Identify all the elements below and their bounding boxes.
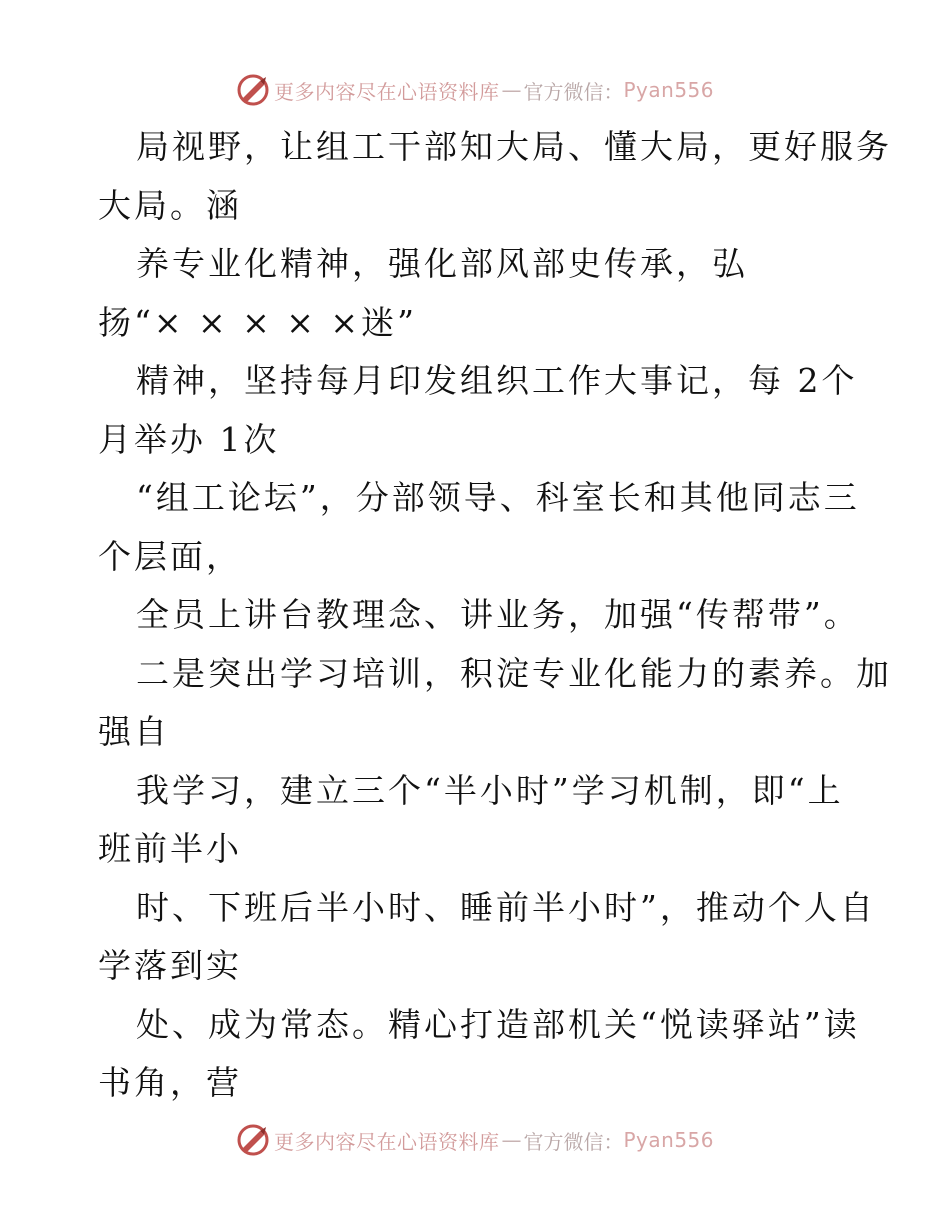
text-line: 二是突出学习培训，积淀专业化能力的素养。加 — [136, 653, 892, 693]
text-line: 大局。涵 — [98, 185, 242, 225]
watermark-wechat-id: Pyan556 — [623, 78, 714, 102]
text-line: 个层面， — [98, 536, 242, 576]
watermark-site-text: 更多内容尽在心语资料库 — [273, 1129, 500, 1154]
text-line: 处、成为常态。精心打造部机关“悦读驿站”读 — [136, 1004, 860, 1044]
header-watermark — [0, 70, 950, 110]
text-line: 局视野，让组工干部知大局、懂大局，更好服务 — [136, 127, 892, 166]
document-body — [98, 118, 892, 1113]
watermark-separator: — — [501, 78, 522, 102]
text-line: 强自 — [98, 712, 170, 751]
text-line: 时、下班后半小时、睡前半小时”，推动个人自 — [136, 887, 876, 927]
text-line: 精神，坚持每月印发组织工作大事记，每 2个 — [136, 361, 858, 400]
text-line: 学落到实 — [98, 946, 242, 985]
watermark-site-text: 更多内容尽在心语资料库 — [273, 79, 500, 104]
watermark-wechat-label: 官方微信： — [523, 1129, 624, 1154]
watermark-wechat-id: Pyan556 — [623, 1128, 714, 1152]
pen-logo-icon — [236, 1123, 270, 1157]
text-line: “组工论坛”，分部领导、科室长和其他同志三 — [136, 478, 860, 517]
text-line: 扬“× × × × ×迷” — [98, 302, 417, 342]
text-line: 我学习，建立三个“半小时”学习机制，即“上 — [136, 770, 844, 810]
text-line: 月举办 1次 — [98, 419, 280, 459]
pen-logo-icon — [236, 73, 270, 107]
text-line: 全员上讲台教理念、讲业务，加强“传帮带”。 — [136, 595, 860, 634]
watermark-wechat-label: 官方微信： — [523, 79, 624, 104]
watermark-separator: — — [501, 1128, 522, 1152]
text-line: 书角，营 — [98, 1063, 242, 1102]
footer-watermark — [0, 1120, 950, 1160]
text-line: 班前半小 — [98, 829, 242, 868]
text-line: 养专业化精神，强化部风部史传承，弘 — [136, 244, 748, 283]
